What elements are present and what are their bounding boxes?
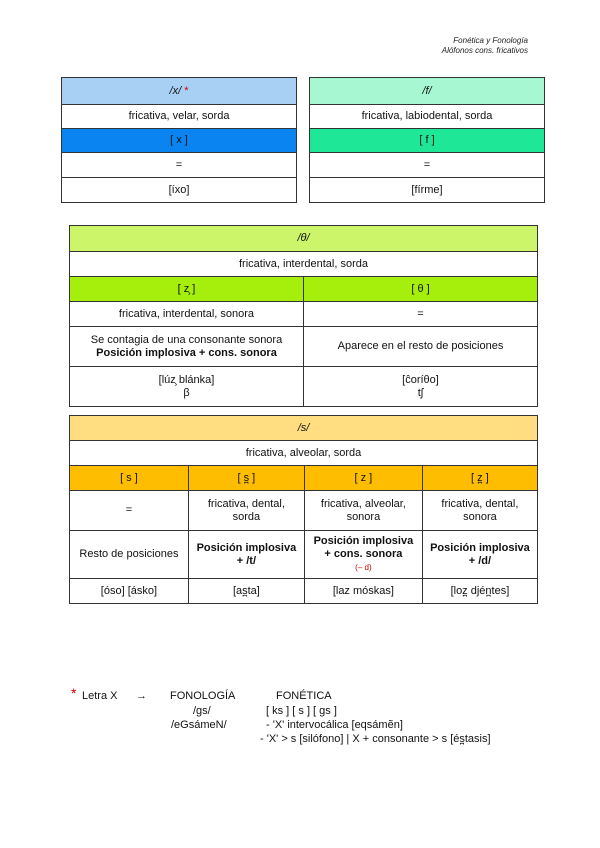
footnote-label: Letra X	[82, 690, 118, 702]
x-phoneme-table	[61, 77, 297, 203]
phonetics-row: - 'X' intervocálica [eqsámẽn]	[266, 719, 403, 731]
s-phoneme-symbol: /s/	[297, 421, 310, 434]
f-phoneme-header	[310, 78, 545, 105]
phonology-row: /eGsámeN/	[171, 719, 227, 731]
s-allophone: [ s̪ ]	[188, 466, 304, 491]
theta-example-symbol: tʃ	[417, 386, 424, 399]
theta-phoneme-symbol: /θ/	[297, 232, 310, 244]
x-example: [íxo]	[62, 178, 297, 203]
x-allophone: [ x ]	[62, 129, 297, 153]
phonology-title: FONOLOGÍA	[170, 690, 236, 702]
asterisk-icon: *	[71, 685, 77, 701]
s-feature: fricativa, dental, sonora	[422, 491, 537, 531]
x-phoneme-symbol: /x/	[169, 84, 182, 97]
f-description: fricativa, labiodental, sorda	[310, 105, 545, 129]
s-context: Posición implosiva + /t/	[188, 531, 304, 579]
course-title: Fonética y Fonología	[453, 36, 528, 45]
s-feature: =	[70, 491, 189, 531]
theta-example	[70, 367, 304, 407]
s-context-note: (– d)	[355, 563, 372, 572]
f-example: [fírme]	[310, 178, 545, 203]
theta-feature: =	[304, 302, 538, 327]
phonetics-title: FONÉTICA	[276, 690, 332, 702]
theta-context-line: Se contagia de una consonante sonora	[90, 333, 283, 346]
phonetics-row: [ ks ] [ s ] [ gs ]	[266, 705, 337, 717]
theta-example-word: [ĉoríθo]	[402, 373, 439, 386]
x-phoneme-header	[62, 78, 297, 105]
s-allophone: [ z ]	[304, 466, 422, 491]
theta-example	[304, 367, 538, 407]
theta-context	[70, 327, 304, 367]
x-equal: =	[62, 153, 297, 178]
s-context	[304, 531, 422, 579]
s-example: [óso] [ásko]	[70, 579, 189, 604]
theta-allophone: [ z̧ ]	[70, 277, 304, 302]
theta-feature: fricativa, interdental, sonora	[70, 302, 304, 327]
theta-context	[304, 327, 538, 367]
s-context: Posición implosiva + /d/	[422, 531, 537, 579]
s-allophone: [ s ]	[70, 466, 189, 491]
theta-description: fricativa, interdental, sorda	[70, 252, 538, 277]
f-allophone: [ f ]	[310, 129, 545, 153]
s-phoneme-table	[69, 415, 538, 604]
f-equal: =	[310, 153, 545, 178]
phonetics-row: - 'X' > s [silófono] | X + consonante > s [és̪tasis]	[260, 733, 491, 745]
phonology-row: /gs/	[193, 705, 211, 717]
s-context: Resto de posiciones	[70, 531, 189, 579]
arrow-right-icon: →	[136, 690, 147, 702]
s-example: [as̪ta]	[188, 579, 304, 604]
s-feature: fricativa, alveolar, sonora	[304, 491, 422, 531]
theta-phoneme-header	[70, 226, 538, 252]
theta-context-rule: Posición implosiva + cons. sonora	[96, 346, 277, 359]
s-example: [loz̪ djén̪tes]	[422, 579, 537, 604]
s-context-rule: Posición implosiva + cons. sonora	[313, 535, 414, 560]
theta-allophone: [ θ ]	[304, 277, 538, 302]
theta-example-symbol: β	[183, 386, 190, 399]
s-description: fricativa, alveolar, sorda	[70, 441, 538, 466]
s-feature: fricativa, dental, sorda	[188, 491, 304, 531]
theta-context-line: Aparece en el resto de posiciones	[337, 340, 504, 352]
theta-example-word: [lúz̧ blánka]	[158, 373, 215, 386]
f-phoneme-symbol: /f/	[422, 84, 432, 97]
document-header	[442, 36, 528, 56]
s-allophone: [ z̪ ]	[422, 466, 537, 491]
s-example: [laz móskas]	[304, 579, 422, 604]
s-phoneme-header	[70, 416, 538, 441]
f-phoneme-table	[309, 77, 545, 203]
theta-phoneme-table	[69, 225, 538, 407]
section-title: Alófonos cons. fricativos	[441, 46, 528, 55]
asterisk-icon: *	[184, 84, 189, 97]
x-description: fricativa, velar, sorda	[62, 105, 297, 129]
